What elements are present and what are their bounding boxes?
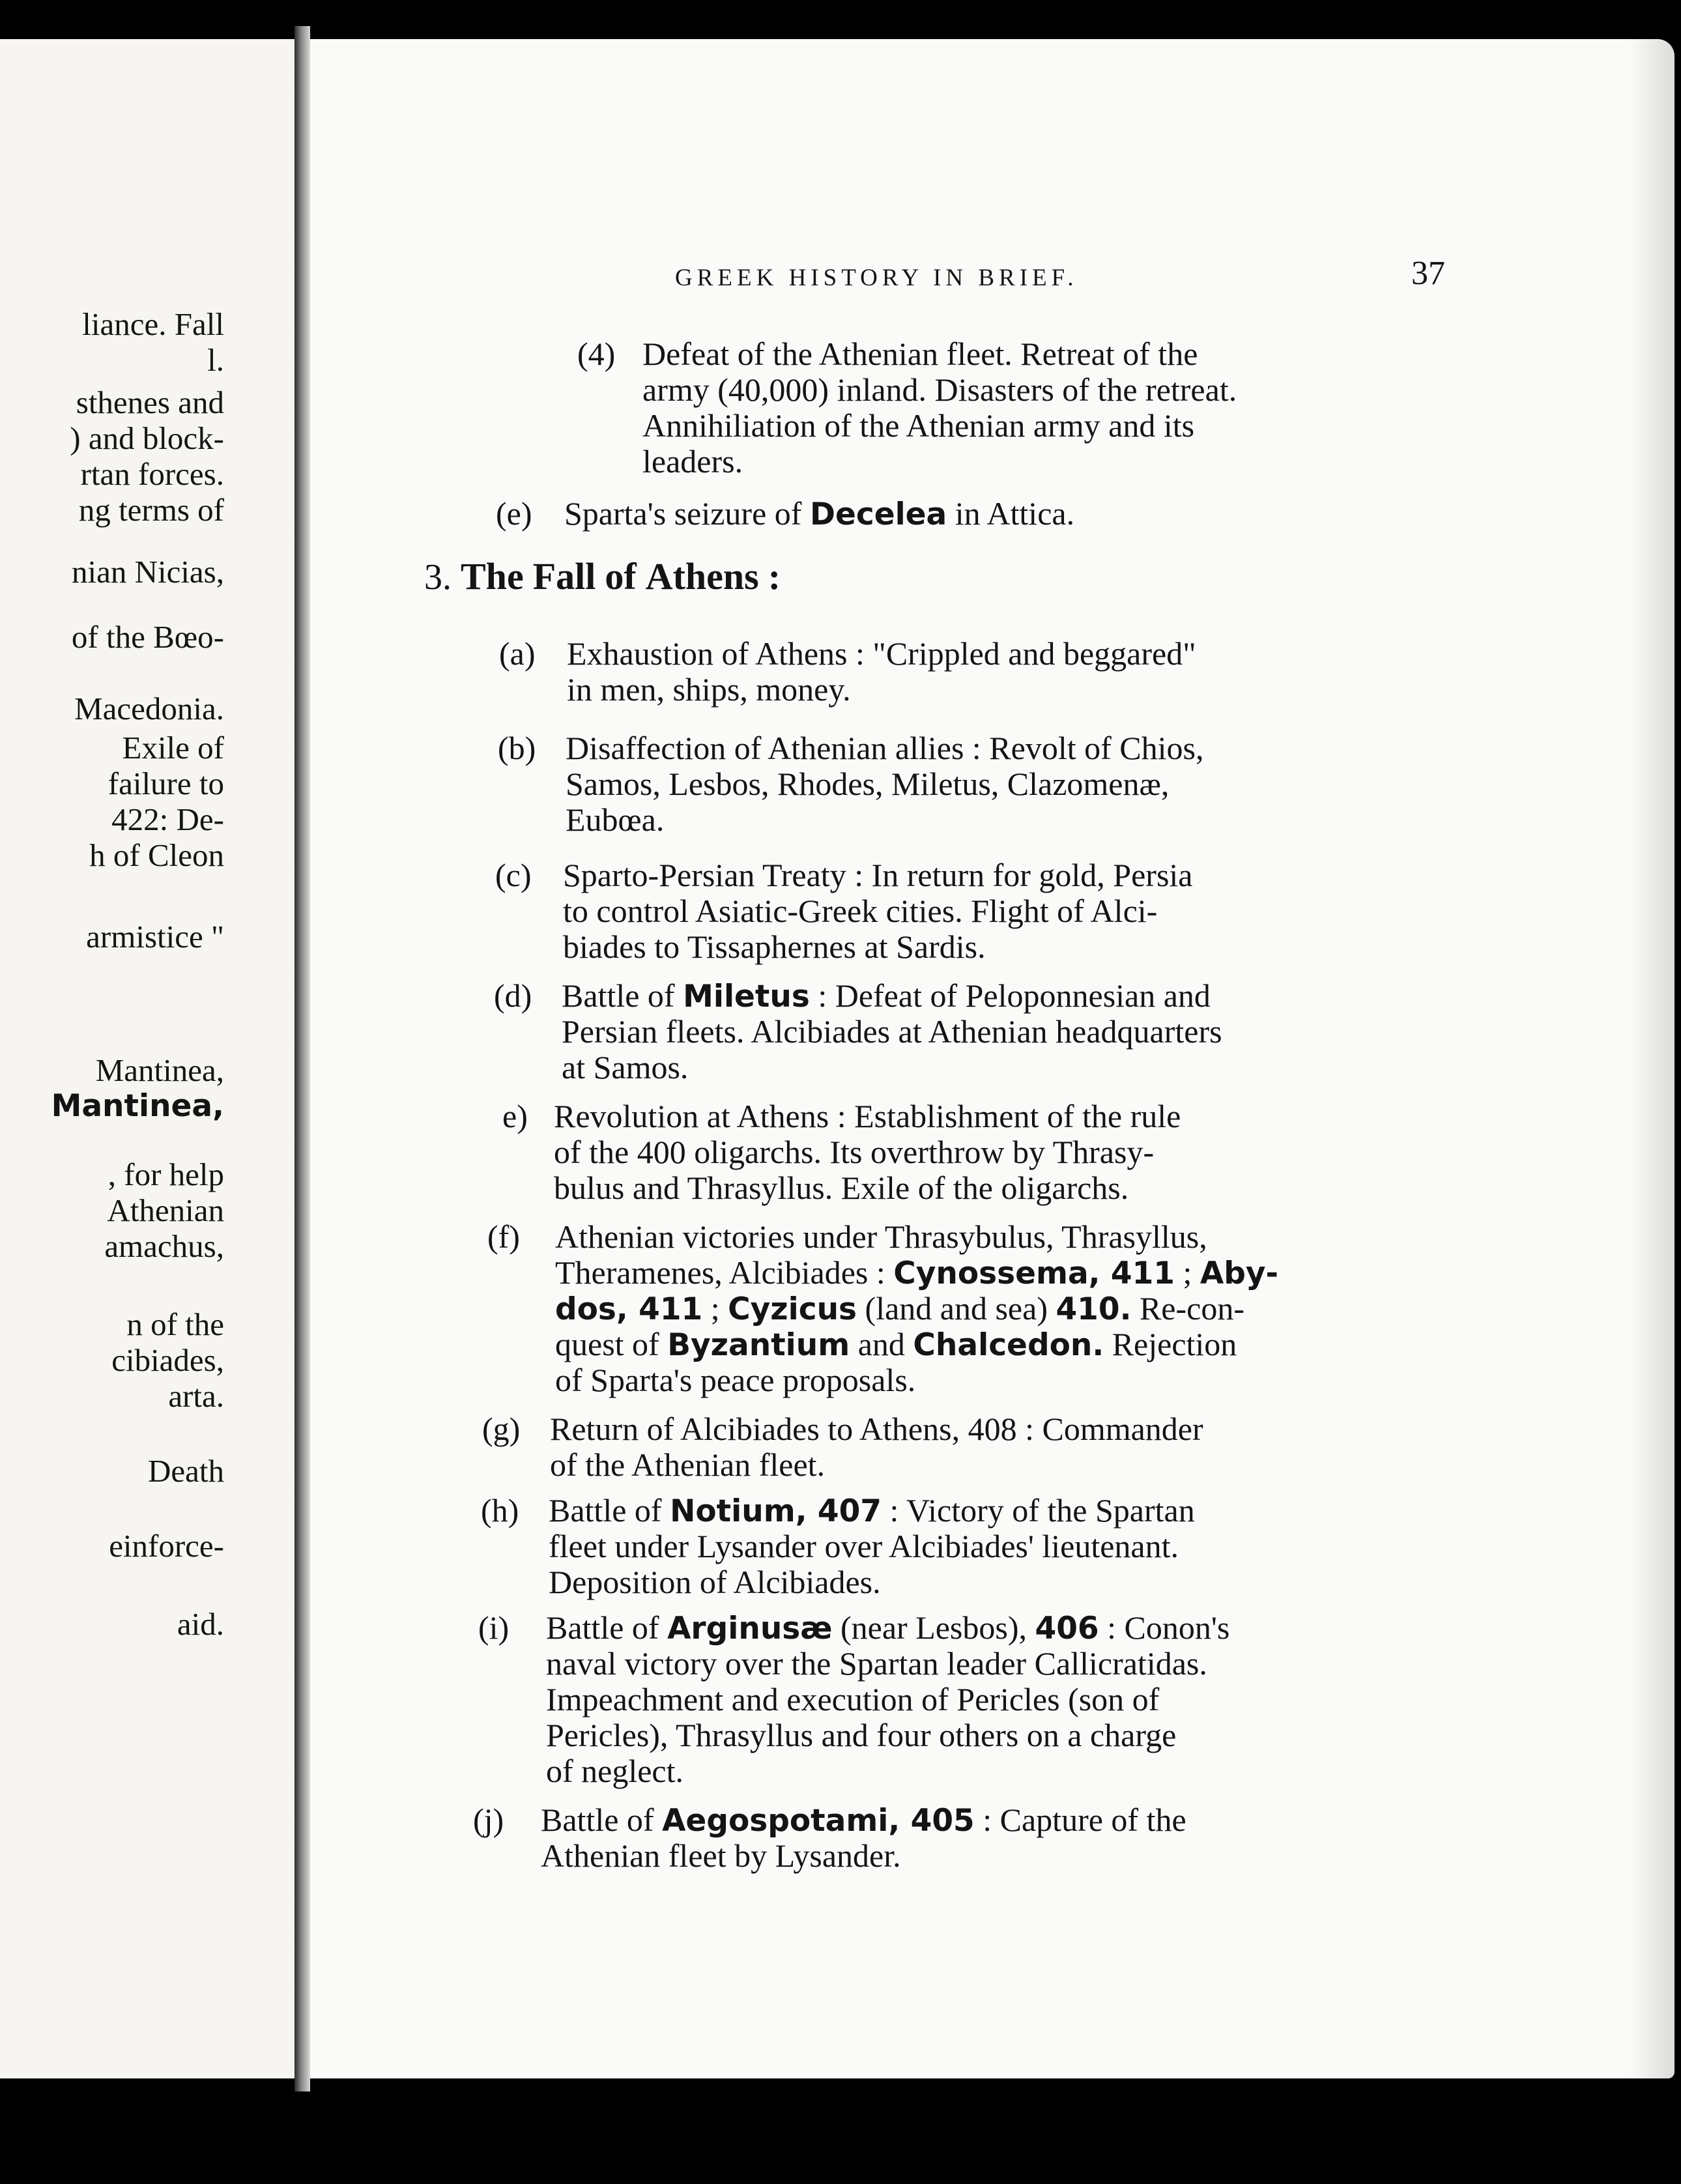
text-line: Disaffection of Athenian allies : Revolt of Chios, <box>566 730 1204 766</box>
item-label: (b) <box>498 730 536 766</box>
bold-term: Chalcedon. <box>913 1327 1104 1363</box>
text-line: in men, ships, money. <box>567 671 851 708</box>
left-line: ng terms of <box>78 492 224 528</box>
text-line: fleet under Lysander over Alcibiades' lieutenant. <box>549 1528 1179 1564</box>
left-line: cibiades, <box>111 1342 224 1378</box>
text-line: Eubœa. <box>566 801 665 838</box>
left-line: Macedonia. <box>74 691 224 726</box>
left-line-bold: Mantinea, <box>51 1088 224 1124</box>
bold-term: Byzantium <box>667 1327 850 1363</box>
bold-term: Cynossema, 411 <box>893 1256 1175 1291</box>
left-facing-page <box>0 39 298 2078</box>
section-heading <box>424 557 781 597</box>
text-line: Battle of Miletus : Defeat of Peloponnesian and <box>562 977 1211 1014</box>
text-line: Impeachment and execution of Pericles (son of <box>546 1681 1160 1717</box>
text-line: Exhaustion of Athens : "Crippled and beggared" <box>567 635 1196 672</box>
left-line: l. <box>207 342 224 378</box>
item-label: e) <box>502 1098 528 1134</box>
section-title-word: of <box>605 555 637 597</box>
text-line: to control Asiatic-Greek cities. Flight of Alci- <box>563 893 1158 929</box>
text-line: Sparto-Persian Treaty : In return for gold, Persia <box>563 857 1193 893</box>
item-label: (d) <box>494 977 532 1014</box>
left-line: amachus, <box>104 1228 224 1264</box>
text-line: of the 400 oligarchs. Its overthrow by Thrasy- <box>554 1134 1155 1170</box>
text-line: Theramenes, Alcibiades : Cynossema, 411 ; Aby- <box>555 1254 1279 1291</box>
text-line: Samos, Lesbos, Rhodes, Miletus, Clazomenæ, <box>566 766 1170 802</box>
text-line: of Sparta's peace proposals. <box>555 1362 916 1398</box>
text-line: quest of Byzantium and Chalcedon. Rejection <box>555 1326 1237 1363</box>
text-line: Deposition of Alcibiades. <box>549 1564 881 1600</box>
item-label: (g) <box>482 1411 521 1447</box>
text-line: bulus and Thrasyllus. Exile of the oligarchs. <box>554 1170 1129 1206</box>
left-line: sthenes and <box>76 384 224 420</box>
left-line: Mantinea, <box>95 1052 224 1088</box>
section-number: 3. <box>424 557 452 597</box>
item-label: (a) <box>499 635 536 672</box>
text-line: at Samos. <box>562 1049 689 1085</box>
text-line: Defeat of the Athenian fleet. Retreat of the <box>642 336 1198 372</box>
text-line: Return of Alcibiades to Athens, 408 : Commander <box>550 1411 1203 1447</box>
left-line: Death <box>148 1453 224 1489</box>
left-line: armistice " <box>86 919 224 955</box>
text-line: Revolution at Athens : Establishment of the rule <box>554 1098 1181 1134</box>
left-line: , for help <box>108 1157 224 1192</box>
text-line: dos, 411 ; Cyzicus (land and sea) 410. Re-con- <box>555 1290 1244 1327</box>
bold-term: Cyzicus <box>728 1291 857 1327</box>
text-line: of the Athenian fleet. <box>550 1446 826 1483</box>
text-line: Battle of Arginusæ (near Lesbos), 406 : Conon's <box>546 1609 1230 1646</box>
text-line: of neglect. <box>546 1753 684 1789</box>
book-gutter <box>295 26 310 2091</box>
bold-term: Aby- <box>1200 1256 1279 1291</box>
text-line: Pericles), Thrasyllus and four others on a charge <box>546 1717 1177 1753</box>
left-line: Athenian <box>107 1192 224 1228</box>
text-line: Sparta's seizure of Decelea in Attica. <box>564 495 1075 532</box>
item-label: (4) <box>577 336 616 372</box>
bold-term: 406 <box>1035 1611 1099 1646</box>
left-line: 422: De- <box>111 801 224 837</box>
left-line: failure to <box>108 766 224 801</box>
text-line: naval victory over the Spartan leader Callicratidas. <box>546 1645 1207 1682</box>
page-edge-shadow <box>1629 39 1674 2078</box>
text-line: leaders. <box>642 443 743 480</box>
text-line: Battle of Aegospotami, 405 : Capture of the <box>541 1802 1186 1839</box>
item-label: (e) <box>496 495 532 532</box>
item-label: (h) <box>481 1492 519 1529</box>
page-number: 37 <box>1411 255 1445 292</box>
bold-term: dos, 411 <box>555 1291 703 1327</box>
left-line: nian Nicias, <box>71 554 224 590</box>
section-title-word: Athens <box>645 555 759 597</box>
text-line: army (40,000) inland. Disasters of the retreat. <box>642 371 1237 408</box>
left-line: arta. <box>168 1378 224 1414</box>
text-line: Athenian victories under Thrasybulus, Thrasyllus, <box>555 1218 1207 1255</box>
bold-term: Notium, 407 <box>670 1493 882 1529</box>
item-label: (j) <box>473 1802 504 1838</box>
book-page <box>310 39 1674 2078</box>
bold-term: 410. <box>1056 1291 1132 1327</box>
left-line: ) and block- <box>70 420 224 456</box>
left-line: h of Cleon <box>89 837 224 873</box>
left-line: einforce- <box>109 1528 224 1564</box>
left-line: of the Bœo- <box>71 619 224 655</box>
item-label: (c) <box>495 857 532 893</box>
section-title-word: The <box>461 555 524 597</box>
left-line: aid. <box>177 1606 224 1642</box>
running-head: GREEK HISTORY IN BRIEF. <box>675 265 1078 291</box>
text-line: Athenian fleet by Lysander. <box>541 1837 901 1874</box>
bold-term: Miletus <box>683 979 810 1014</box>
bold-term: Aegospotami, 405 <box>662 1803 975 1839</box>
section-title-word: Fall <box>532 555 596 597</box>
text-line: biades to Tissaphernes at Sardis. <box>563 928 986 965</box>
left-line: liance. Fall <box>82 306 224 342</box>
item-label: (i) <box>478 1609 510 1646</box>
text-line: Persian fleets. Alcibiades at Athenian headquarters <box>562 1013 1222 1050</box>
left-line: n of the <box>126 1306 224 1342</box>
left-line: rtan forces. <box>80 456 224 492</box>
left-line: Exile of <box>122 730 224 766</box>
item-label: (f) <box>487 1218 520 1255</box>
bold-term: Decelea <box>809 496 947 532</box>
text-line: Annihiliation of the Athenian army and its <box>642 407 1195 444</box>
text-line: Battle of Notium, 407 : Victory of the Spartan <box>549 1492 1195 1529</box>
bold-term: Arginusæ <box>667 1611 833 1646</box>
section-title-colon: : <box>768 555 781 597</box>
